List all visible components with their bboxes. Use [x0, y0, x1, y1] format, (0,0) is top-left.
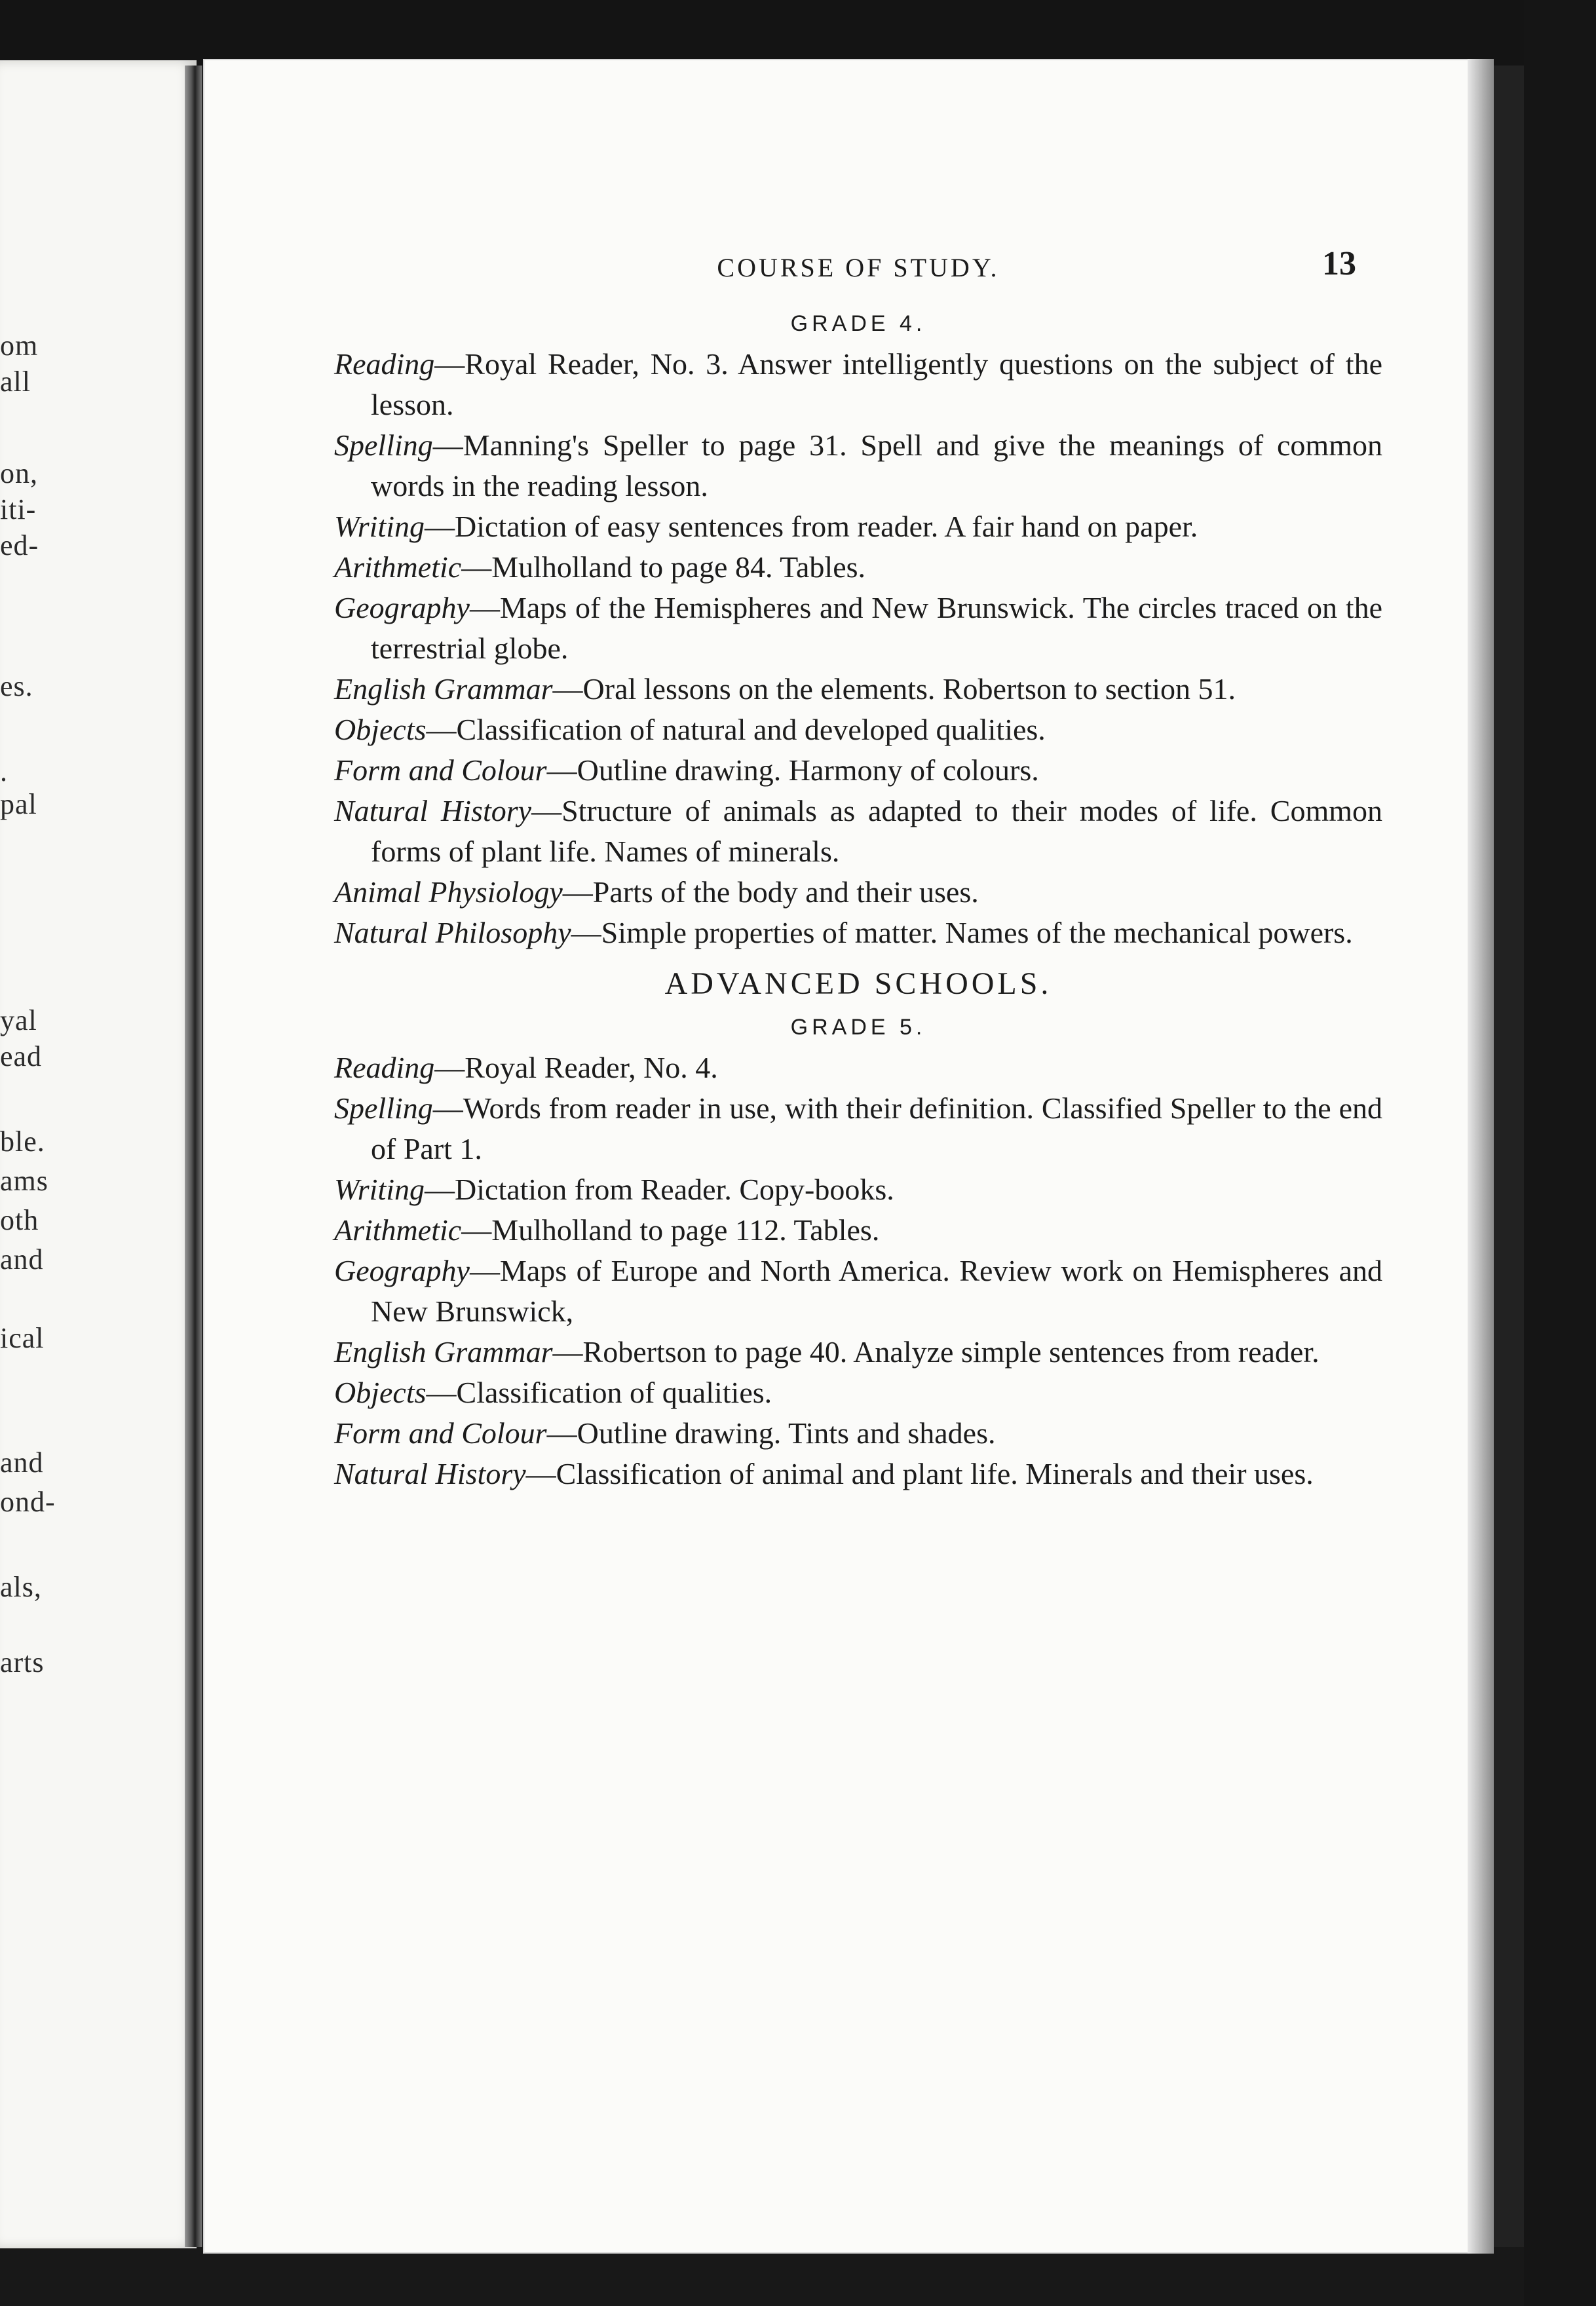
facing-page-fragment: ead	[0, 1040, 43, 1072]
subject-dash: —	[469, 591, 500, 624]
course-entry	[334, 1454, 1382, 1494]
course-entry	[334, 344, 1382, 425]
facing-page-fragment: ed-	[0, 529, 39, 561]
subject-description: Maps of the Hemispheres and New Brunswick. The circles traced on the terrestrial globe.	[371, 591, 1382, 665]
subject-description: Maps of Europe and North America. Review work on Hemispheres and New Brunswick,	[371, 1254, 1382, 1328]
subject-name: Geography	[334, 591, 470, 624]
subject-name: Spelling	[334, 428, 433, 462]
facing-page-fragment: als,	[0, 1571, 42, 1603]
course-entry	[334, 1088, 1382, 1169]
subject-name: Natural History	[334, 1457, 526, 1490]
subject-name: Writing	[334, 1173, 425, 1206]
subject-dash: —	[531, 794, 562, 827]
subject-description: Robertson to page 40. Analyze simple sentences from reader.	[582, 1335, 1320, 1369]
course-entry	[334, 1413, 1382, 1454]
subject-dash: —	[571, 916, 601, 949]
grade-4-entries	[334, 344, 1382, 953]
subject-name: Reading	[334, 1051, 435, 1084]
subject-dash: —	[434, 347, 465, 381]
course-entry	[334, 425, 1382, 506]
facing-page-fragment: arts	[0, 1646, 45, 1678]
course-entry	[334, 1332, 1382, 1372]
book-gutter	[185, 66, 202, 2247]
subject-description: Mulholland to page 84. Tables.	[491, 550, 866, 584]
facing-page-fragment: .	[0, 755, 8, 787]
grade-heading: GRADE 4.	[790, 311, 926, 336]
subject-dash: —	[552, 672, 583, 706]
subject-name: Form and Colour	[334, 1416, 547, 1450]
subject-description: Outline drawing. Harmony of colours.	[577, 753, 1039, 787]
subject-name: Natural History	[334, 794, 532, 827]
scan-right-border	[1524, 0, 1596, 2306]
subject-dash: —	[432, 1091, 463, 1125]
subject-dash: —	[425, 510, 455, 543]
subject-dash: —	[432, 428, 463, 462]
course-entry	[334, 669, 1382, 709]
subject-dash: —	[562, 875, 593, 909]
subject-description: Royal Reader, No. 3. Answer intelligently questions on the subject of the lesson.	[371, 347, 1382, 421]
course-entry	[334, 506, 1382, 547]
subject-name: Arithmetic	[334, 1213, 462, 1247]
grade-4-section	[334, 309, 1382, 953]
running-head	[334, 245, 1382, 309]
advanced-schools-heading: ADVANCED SCHOOLS.	[664, 966, 1052, 1001]
facing-page-fragment: es.	[0, 670, 33, 702]
subject-dash: —	[552, 1335, 583, 1369]
facing-page-fragment: ical	[0, 1322, 45, 1354]
page-number: 13	[1322, 245, 1356, 282]
course-entry	[334, 913, 1382, 953]
facing-page-fragment: ams	[0, 1165, 48, 1197]
subject-description: Oral lessons on the elements. Robertson to section 51.	[582, 672, 1236, 706]
course-entry	[334, 1372, 1382, 1413]
facing-page-fragment: yal	[0, 1004, 37, 1036]
subject-name: Spelling	[334, 1091, 433, 1125]
scan-top-border	[0, 0, 1596, 66]
subject-dash: —	[434, 1051, 465, 1084]
subject-name: Natural Philosophy	[334, 916, 571, 949]
subject-dash: —	[546, 753, 577, 787]
subject-description: Dictation from Reader. Copy-books.	[455, 1173, 894, 1206]
subject-dash: —	[525, 1457, 556, 1490]
subject-name: Objects	[334, 1376, 427, 1409]
running-title: COURSE OF STUDY.	[717, 253, 1000, 282]
facing-page-fragment: ble.	[0, 1125, 45, 1158]
subject-description: Classification of animal and plant life. Minerals and their uses.	[556, 1457, 1314, 1490]
subject-description: Classification of qualities.	[456, 1376, 772, 1409]
subject-dash: —	[546, 1416, 577, 1450]
subject-description: Dictation of easy sentences from reader. A fair hand on paper.	[455, 510, 1198, 543]
course-entry	[334, 588, 1382, 669]
subject-description: Simple properties of matter. Names of the mechanical powers.	[601, 916, 1353, 949]
subject-dash: —	[469, 1254, 500, 1287]
page-content	[334, 245, 1383, 1500]
subject-dash: —	[426, 713, 457, 746]
subject-name: Geography	[334, 1254, 470, 1287]
facing-page-fragment: iti-	[0, 493, 37, 525]
subject-description: Mulholland to page 112. Tables.	[491, 1213, 880, 1247]
facing-page-fragment: on,	[0, 457, 38, 489]
subject-description: Manning's Speller to page 31. Spell and give the meanings of common words in the reading lesson.	[371, 428, 1382, 502]
book-page	[203, 59, 1487, 2254]
subject-name: Writing	[334, 510, 425, 543]
course-entry	[334, 1210, 1382, 1251]
course-entry	[334, 1048, 1382, 1088]
grade-5-entries	[334, 1048, 1382, 1494]
scan-bottom-border	[0, 2247, 1596, 2306]
subject-description: Words from reader in use, with their definition. Classified Speller to the end of Part 1.	[371, 1091, 1382, 1165]
course-entry	[334, 872, 1382, 913]
course-entry	[334, 750, 1382, 791]
subject-description: Parts of the body and their uses.	[592, 875, 979, 909]
page-edge-shadow	[1468, 59, 1494, 2254]
facing-page-fragment: ond-	[0, 1486, 56, 1518]
subject-name: English Grammar	[334, 1335, 553, 1369]
subject-name: Animal Physiology	[334, 875, 563, 909]
course-entry	[334, 791, 1382, 872]
subject-name: Arithmetic	[334, 550, 462, 584]
course-entry	[334, 1169, 1382, 1210]
grade-5-section	[334, 1012, 1382, 1494]
subject-description: Royal Reader, No. 4.	[465, 1051, 718, 1084]
facing-page	[0, 60, 197, 2248]
subject-dash: —	[426, 1376, 457, 1409]
course-entry	[334, 709, 1382, 750]
subject-name: Form and Colour	[334, 753, 547, 787]
course-entry	[334, 547, 1382, 588]
facing-page-fragment: oth	[0, 1204, 39, 1236]
subject-description: Outline drawing. Tints and shades.	[577, 1416, 996, 1450]
subject-dash: —	[461, 1213, 492, 1247]
subject-dash: —	[461, 550, 492, 584]
subject-description: Classification of natural and developed qualities.	[456, 713, 1046, 746]
subject-name: Reading	[334, 347, 435, 381]
facing-page-fragment: and	[0, 1446, 44, 1479]
facing-page-fragment: pal	[0, 788, 37, 820]
subject-name: Objects	[334, 713, 427, 746]
grade-heading: GRADE 5.	[790, 1015, 926, 1040]
course-entry	[334, 1251, 1382, 1332]
facing-page-fragment: all	[0, 366, 31, 398]
facing-page-fragment: and	[0, 1243, 44, 1276]
subject-description: Structure of animals as adapted to their modes of life. Common forms of plant life. Names of minerals.	[371, 794, 1383, 868]
subject-name: English Grammar	[334, 672, 553, 706]
subject-dash: —	[425, 1173, 455, 1206]
facing-page-fragment: om	[0, 330, 39, 362]
